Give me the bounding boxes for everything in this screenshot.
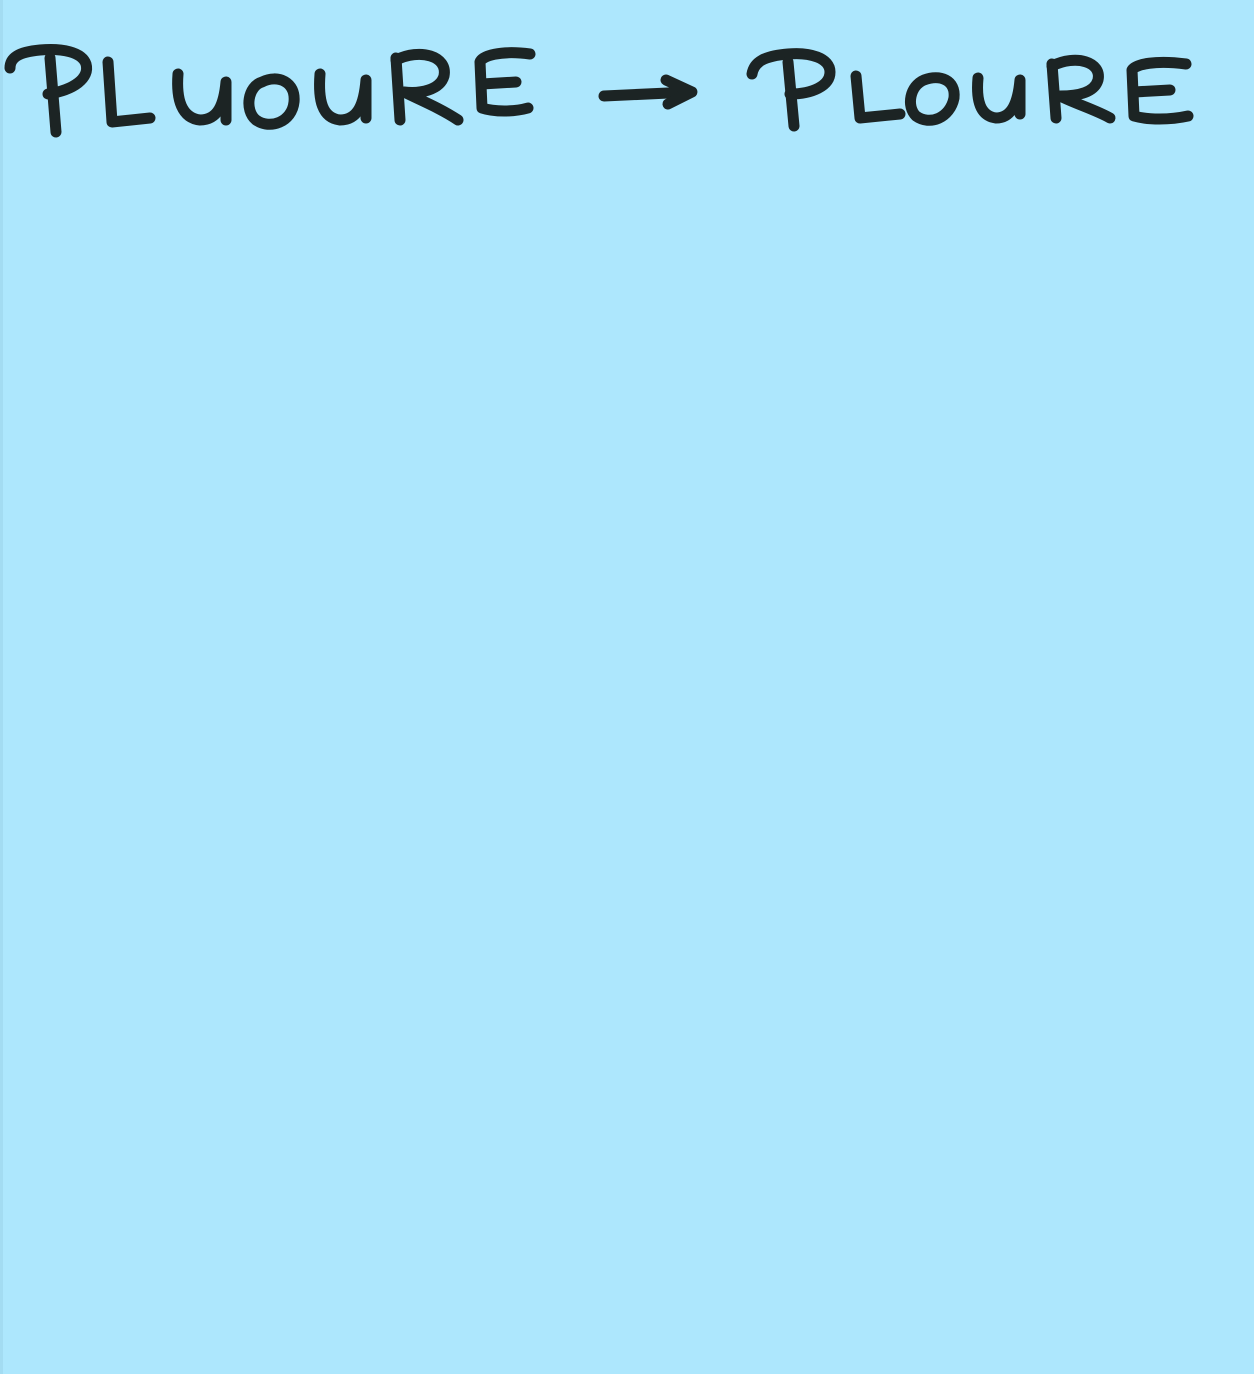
right-word-strokes <box>752 54 1188 126</box>
left-word-strokes <box>10 50 530 132</box>
arrow-strokes <box>604 80 692 104</box>
note-edge <box>0 0 3 1374</box>
handwritten-correction <box>0 20 1254 160</box>
